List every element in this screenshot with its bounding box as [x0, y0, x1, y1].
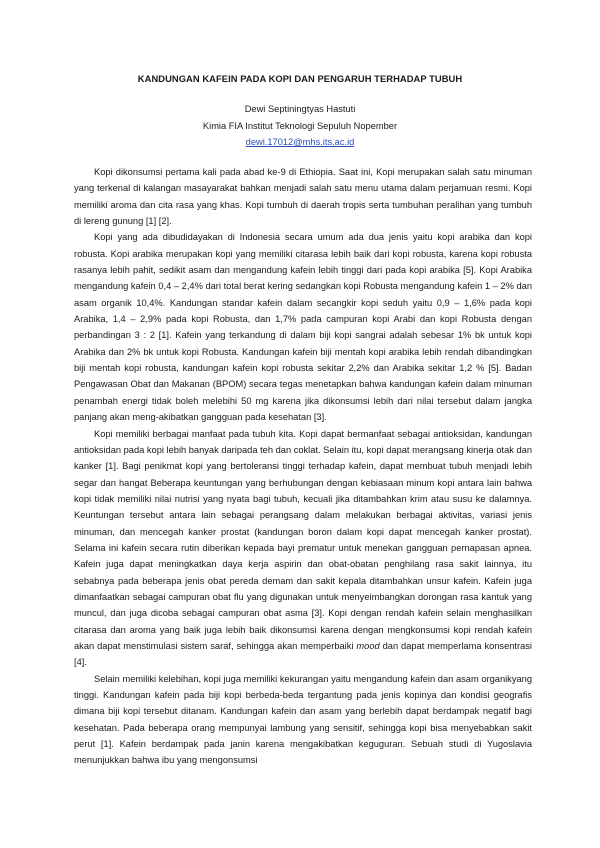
- paragraph-3-italic-word: mood: [356, 640, 380, 651]
- author-email-link[interactable]: dewi.17012@mhs.its.ac.id: [245, 137, 355, 147]
- paragraph-1: Kopi dikonsumsi pertama kali pada abad ke-9 di Ethiopia. Saat ini, Kopi merupakan salah satu minuman yang terkenal di kalangan masayarakat bahkan menjadi salah satu menu utama dalam perjamuan resmi. Kopi memiliki aroma dan cita rasa yang khas. Kopi tumbuh di daerah tropis serta tumbuhan peralihan yang tumbuh di lereng gunung [1] [2].: [74, 167, 532, 227]
- author-affiliation: Kimia FIA Institut Teknologi Sepuluh Nopember: [202, 120, 398, 131]
- document-body: [74, 164, 532, 769]
- paragraph-3: [74, 426, 532, 671]
- paragraph-3-text: Kopi memiliki berbagai manfaat pada tubuh kita. Kopi dapat bermanfaat sebagai antioksidan, kandungan antioksidan pada kopi lebih banyak daripada teh dan coklat. Selain itu, kopi dapat merangsang kinerja otak dan kanker [1]. Bagi penikmat kopi yang bertoleransi tinggi terhadap kafein, dapat membuat tubuh menjadi lebih segar dan hangat Beberapa keuntungan yang berhubungan dengan kebiasaan minum kopi antara lain bahwa kopi tidak memiliki nilai nutrisi yang nyata bagi tubuh, kecuali jika ditambahkan krim atau susu ke dalamnya. Keuntungan tersebut antara lain sebagai perangsang dalam melakukan berbagai aktivitas, variasi jenis minuman, dan mencegah kanker prostat (kandungan boron dalam kopi dapat mencegah kanker prostat). Selama ini kafein secara rutin diberikan kepada bayi prematur untuk menekan gangguan pernapasan apnea. Kafein juga dapat meningkatkan daya kerja aspirin dan obat-obatan penghilang rasa sakit lainnya, itu sebabnya pada beberapa jenis obat pereda demam dan sakit kepala ditambahkan unsur kafein. Kafein juga dimanfaatkan sebagai campuran obat flu yang digunakan untuk menyeimbangkan dorongan rasa kantuk yang muncul, dan juga dicoba sebagai campuran obat asma [3]. Kopi dengan rendah kafein selain menghasilkan citarasa dan aroma yang baik juga lebih baik dikonsumsi karena dengan mengkonsumsi kopi rendah kafein akan dapat menstimulasi sistem saraf, sehingga akan memperbaiki: [74, 428, 532, 651]
- author-name: Dewi Septiningtyas Hastuti: [244, 104, 356, 114]
- document-title: KANDUNGAN KAFEIN PADA KOPI DAN PENGARUH TERHADAP TUBUH: [137, 73, 463, 84]
- paragraph-3-tail: dan dapat memperlama konsentrasi [4].: [74, 640, 532, 668]
- paragraph-2: Kopi yang ada dibudidayakan di Indonesia secara umum ada dua jenis yaitu kopi arabika dan kopi robusta. Kopi arabika merupakan kopi yang memiliki citarasa lebih baik dari kopi robusta, karena kopi robusta rasanya lebih pahit, sedikit asam dan mengandung kafein lebih tinggi dari pada kopi arabika [5]. Kopi Arabika mengandung kafein 0,4 – 2,4% dari total berat kering sedangkan kopi Robusta mengandung kafein 1 – 2% dan asam organik 10,4%. Kandungan standar kafein dalam secangkir kopi seduh yaitu 0,9 – 1,6% pada kopi Arabika, 1,4 – 2,9% pada kopi Robusta, dan 1,7% pada campuran kopi Arabi dan kopi Robusta dengan perbandingan 3 : 2 [1]. Kafein yang terkandung di dalam biji kopi sangrai adalah sebesar 1% bk untuk kopi Arabika dan 2% bk untuk kopi Robusta. Kandungan kafein biji mentah kopi arabika lebih rendah dibandingkan biji mentah kopi robusta, kandungan kafein kopi robusta sekitar 2,2% dan Arabika sekitar 1,2 % [5]. Badan Pengawasan Obat dan Makanan (BPOM) secara tegas menetapkan bahwa kandungan kafein dalam minuman penambah energi tidak boleh melebihi 50 mg karena jika dikonsumsi lebih dari nilai tersebut dalam jangka panjang akan meng-akibatkan gangguan pada kesehatan [3].: [74, 232, 532, 423]
- author-block: [60, 101, 540, 151]
- paragraph-4: Selain memiliki kelebihan, kopi juga memiliki kekurangan yaitu mengandung kafein dan asam organikyang tinggi. Kandungan kafein pada biji kopi berbeda-beda tergantung pada jenis kopinya dan kondisi geografis dimana biji kopi tersebut ditanam. Kandungan kafein dan asam yang berlebih dapat berdampak negatif bagi kesehatan. Pada beberapa orang mempunyai lambung yang sensitif, sehingga kopi bisa menyebabkan sakit perut [1]. Kafein berdampak pada janin karena mengakibatkan keguguran. Sebuah studi di Yugoslavia menunjukkan bahwa ibu yang mengonsumsi: [74, 673, 532, 766]
